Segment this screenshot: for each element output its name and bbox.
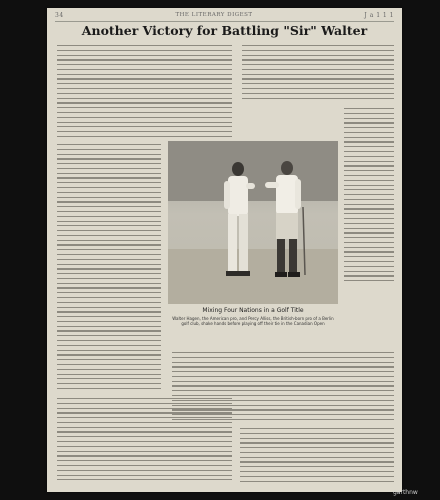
article-text-bottom-left — [57, 398, 232, 488]
golfers-photo — [168, 141, 338, 304]
article-text-intro — [57, 45, 232, 141]
article-text-left-column — [57, 144, 161, 394]
caption-text: Walter Hagen, the American pro, and Percy Alliss, the British-born pro of a Berlin golf club, shake hands before playing off their tie in the Canadian Open — [172, 316, 334, 326]
article-text-right-column — [344, 108, 394, 288]
magazine-title: THE LITERARY DIGEST — [175, 12, 253, 18]
page-number: 34 — [55, 12, 64, 19]
golfer-right-figure — [263, 157, 307, 281]
watermark: garthnw — [393, 489, 418, 496]
article-headline: Another Victory for Battling "Sir" Walter — [81, 23, 368, 38]
issue-date: J a 1 1 1 — [364, 12, 394, 19]
photo-caption — [168, 305, 338, 349]
article-text-right-top — [242, 45, 394, 105]
header-rule — [55, 21, 394, 22]
magazine-page — [47, 8, 402, 492]
page-header — [55, 12, 394, 20]
golfer-left-figure — [216, 159, 256, 279]
article-text-bottom-right — [240, 428, 394, 488]
caption-title: Mixing Four Nations in a Golf Title — [202, 307, 304, 314]
